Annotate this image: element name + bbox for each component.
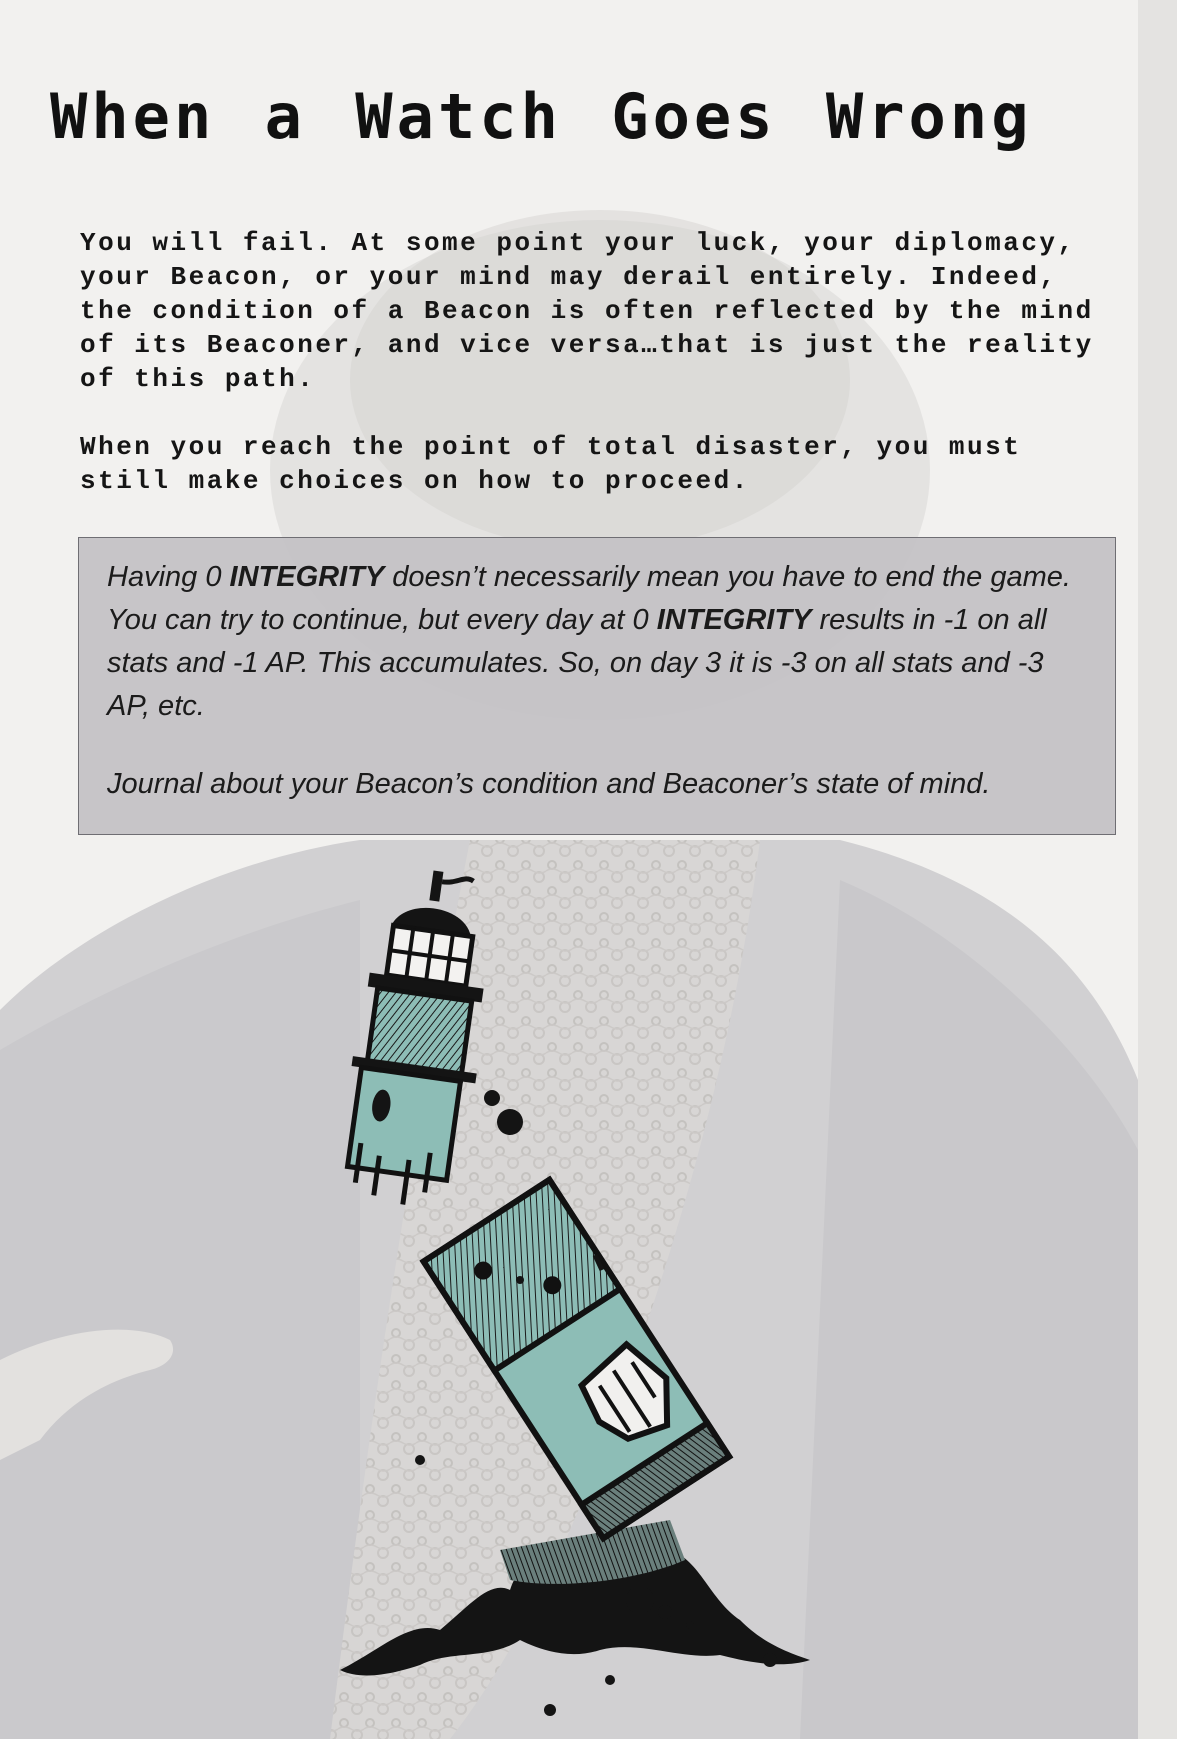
integrity-keyword: INTEGRITY [229, 561, 385, 593]
cracked-lighthouse-illustration [340, 860, 880, 1739]
intro-text [80, 226, 1120, 532]
callout-paragraph-1 [107, 556, 1089, 728]
intro-paragraph-2: When you reach the point of total disaster, you must still make choices on how to proceed. [80, 432, 1022, 496]
page-title: When a Watch Goes Wrong [50, 80, 1033, 153]
callout-paragraph-2: Journal about your Beacon’s condition and Beaconer’s state of mind. [107, 768, 991, 800]
callout-text: Having 0 [107, 561, 230, 593]
intro-paragraph-1: You will fail. At some point your luck, your diplomacy, your Beacon, or your mind may derail entirely. Indeed, the condition of a Beacon is often reflected by the mind of its Beaconer, and vice versa…that is just the reality of this path. [80, 228, 1094, 394]
integrity-rule-callout [78, 537, 1116, 835]
callout-text: results in -1 on all stats and -1 AP. This accumulates. So, on day 3 it is -3 on all stats and -3 AP, etc. [107, 604, 1047, 722]
callout-text: doesn’t necessarily mean you have to end the game. You can try to continue, but every day at 0 [107, 561, 1071, 636]
integrity-keyword: INTEGRITY [656, 604, 812, 636]
